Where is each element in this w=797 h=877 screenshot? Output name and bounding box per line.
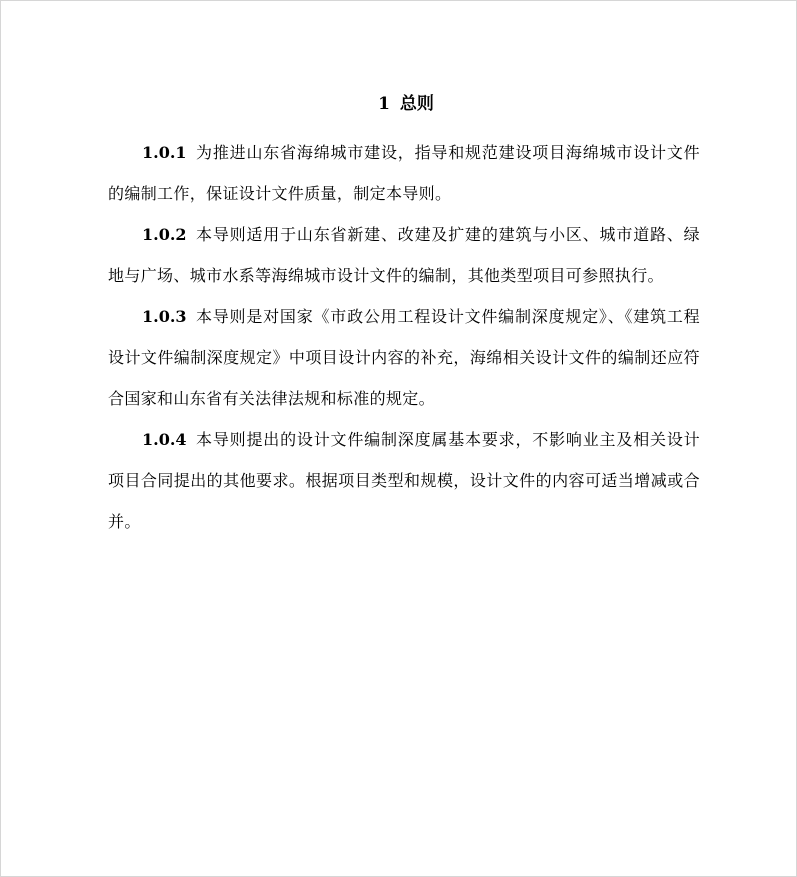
clause-number: 1.0.1 [142, 143, 187, 162]
clause-1-0-1 [108, 132, 700, 214]
clause-1-0-4 [108, 419, 700, 542]
chapter-number: 1 [378, 94, 390, 114]
clause-text: 本导则提出的设计文件编制深度属基本要求，不影响业主及相关设计项目合同提出的其他要求。根据项目类型和规模，设计文件的内容可适当增减或合并。 [108, 430, 700, 531]
clause-number: 1.0.3 [142, 307, 187, 326]
clause-number: 1.0.2 [142, 225, 187, 244]
clause-1-0-2 [108, 214, 700, 296]
clause-text: 本导则是对国家《市政公用工程设计文件编制深度规定》、《建筑工程设计文件编制深度规定》中项目设计内容的补充，海绵相关设计文件的编制还应符合国家和山东省有关法律法规和标准的规定。 [108, 307, 700, 408]
clause-number: 1.0.4 [142, 430, 187, 449]
chapter-heading: 总则 [399, 94, 434, 114]
clause-1-0-3 [108, 296, 700, 419]
chapter-title [108, 92, 700, 116]
clause-text: 本导则适用于山东省新建、改建及扩建的建筑与小区、城市道路、绿地与广场、城市水系等海绵城市设计文件的编制，其他类型项目可参照执行。 [108, 225, 700, 285]
clause-text: 为推进山东省海绵城市建设，指导和规范建设项目海绵城市设计文件的编制工作，保证设计文件质量，制定本导则。 [108, 143, 700, 203]
document-body [108, 92, 700, 542]
